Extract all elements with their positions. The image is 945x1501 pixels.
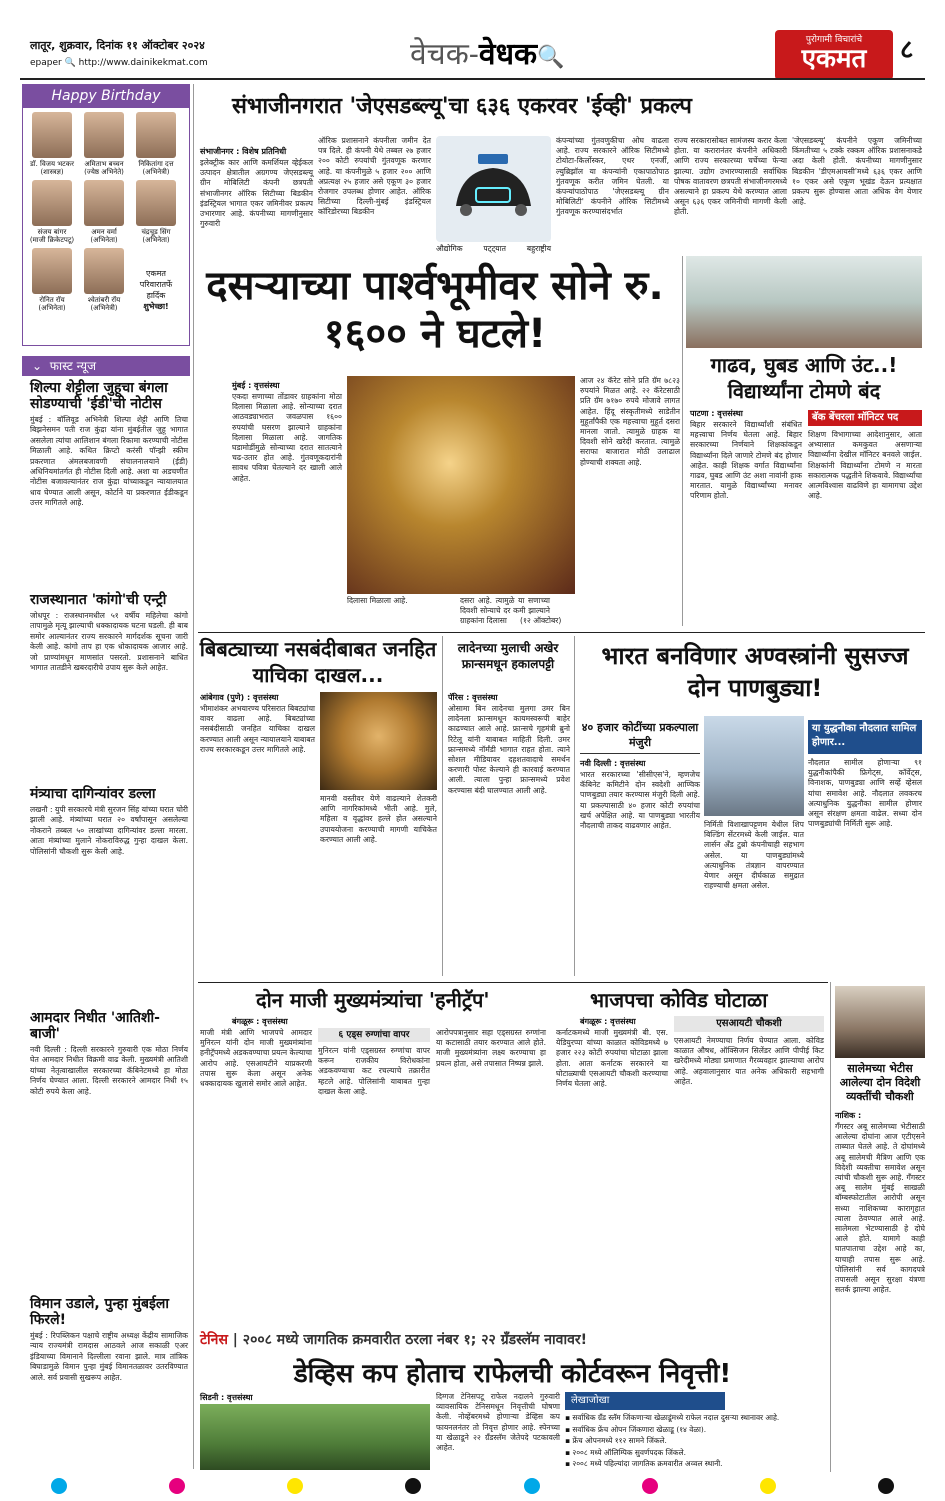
nadal-photo xyxy=(200,1404,430,1470)
tennis-tag: टेनिस xyxy=(200,1332,228,1348)
navy-side-title: या युद्धनौका नौदलात सामिल होणार... xyxy=(808,720,922,754)
column-divider xyxy=(574,636,575,976)
image-label: पट्ट्यात xyxy=(483,244,506,253)
person-name: चंद्रचूड सिंग xyxy=(141,228,171,236)
fact-item: ▪ २००८ मध्ये पहिल्यांदा जागतिक क्रमवारीत अव्वल स्थानी. xyxy=(565,1459,723,1468)
column-divider xyxy=(830,982,831,1472)
person-name: रोनित रॉय xyxy=(39,296,65,304)
person-name: श्वेतांबरी रॉय xyxy=(87,296,121,304)
news-headline: शिल्पा शेट्टीला जुहूचा बंगला सोडण्याची 'ईडी'ची नोटीस xyxy=(30,380,168,412)
fast-news-item xyxy=(30,1296,188,1493)
covid-sub-bar: एसआयटी चौकशी xyxy=(674,1016,824,1032)
birthday-person xyxy=(78,112,130,176)
news-body: जोधपूर : राजस्थानमधील ५१ वर्षीय महिलेचा कांगो तापामुळे मृत्यू झाल्याची धक्कादायक घटना घडली. ही बाब समोर आल्यानंतर राज्य सरकारने मार्गदर्शक सूचना जारी केली आहे. कांगो ताप हा एक धोकादायक आजार आहे. जो प्राण्यांमधून माणसांत पसरतो. प्रशासनाने बाधित भागात तातडीने खबरदारीचे उपाय सुरू केले आहेत. xyxy=(30,611,188,673)
birthday-person xyxy=(26,248,78,312)
fast-news-bar xyxy=(22,356,190,376)
tennis-strap-text: २००८ मध्ये जागतिक क्रमवारीत ठरला नंबर १; २२ ग्रँडस्लॅम नावावर! xyxy=(242,1332,587,1348)
person-name: निकितांगा दत्त xyxy=(138,160,174,168)
honeytrap-col-1: माजी मंत्री आणि भाजपचे आमदार मुनिरत्न यांनी दोन माजी मुख्यमंत्र्यांना हनीट्रॅपमध्ये अडकवण्याचा प्रयत्न केल्याचा आरोप आहे. एसआयटीने याप्रकरणी तपास सुरू केला असून अनेक धक्कादायक खुलासे समोर आले आहेत. xyxy=(200,1028,312,1089)
byline: पाटणा : वृत्तसंस्था xyxy=(690,409,743,418)
honeytrap-sub-bar: ६ एड्स रुग्णांचा वापर xyxy=(318,1028,430,1042)
section-title-b: वेधक xyxy=(478,37,538,72)
navy-side-body: नौदलात सामील होणाऱ्या ९१ युद्धनौकांपैकी फ्रिगेट्स, कॉर्वेट्स, विनाशक, पाणबुड्या आणि सर्व्हे व्हेसल यांचा समावेश आहे. नौदलात लवकरच अत्याधुनिक युद्धनौका सामील होणार असून संरक्षण क्षमता वाढेल. सध्या दोन पाणबुड्यांची निर्मिती सुरू आहे. xyxy=(808,758,922,829)
fast-news-item xyxy=(30,1010,188,1290)
portrait xyxy=(84,248,124,294)
byline: संभाजीनगर : विशेष प्रतिनिधी xyxy=(200,147,287,156)
portrait xyxy=(84,112,124,158)
submarine-col-2: निर्मिती विशाखापट्टणम येथील शिप बिल्डिंग सेंटरमध्ये केली जाईल. यात लार्सन अँड टुब्रो कंपनीचाही सहभाग असेल. या पाणबुड्यांमध्ये अत्याधुनिक तंत्रज्ञान वापरण्यात येणार असून दीर्घकाळ समुद्रात राहण्याची क्षमता असेल. xyxy=(704,820,804,891)
portrait xyxy=(32,248,72,294)
gold-caption-mid: दसरा आहे. त्यामुळे या सणाच्या दिवशी सोन्याचे दर कमी झाल्याने ग्राहकांना दिलासा xyxy=(460,596,550,626)
portrait xyxy=(136,112,176,158)
leopard-col-2: मानवी वस्तीवर येणे वाढल्याने शेतकरी आणि नागरिकांमध्ये भीती आहे. मुले, महिला व वृद्धांवर हल्ले होत असल्याने उपाययोजना करण्याची मागणी याचिकेत करण्यात आली आहे. xyxy=(320,794,437,844)
birthday-person xyxy=(26,112,78,176)
gold-caption-date: (१२ ऑक्टोबर) xyxy=(520,616,562,625)
jsw-col-1: इलेक्ट्रीक कार आणि कमर्शियल व्हेईकल उत्पादन क्षेत्रातील अग्रगण्य जेएसडब्ल्यू ग्रीन मोबिलिटी कंपनी छत्रपती संभाजीनगर ऑरिक सिटीच्या बिडकीन इंडस्ट्रियल भागात एकर जमिनीवर प्रकल्प उभारणार आहे. कंपनीच्या मागणीनुसार गुरुवारी xyxy=(200,158,313,229)
fact-text: २००८ मध्ये ऑलिम्पिक सुवर्णपदक जिंकले. xyxy=(572,1447,686,1457)
news-headline: राजस्थानात 'कांगो'ची एन्ट्री xyxy=(30,592,167,608)
salem-body: गँगस्टर अबू सालेमच्या भेटीसाठी आलेल्या दोघांना आज एटीएसने ताब्यात घेतले आहे. ते दोघांमध्ये अबू सालेमची मैत्रिण आणि एक विदेशी व्यक्तीचा समावेश असून त्यांची चौकशी सुरू आहे. गँगस्टर अबू सालेम मुंबई साखळी बॉम्बस्फोटातील आरोपी असून सध्या नाशिकच्या कारागृहात त्याला ठेवण्यात आले आहे. सालेमला भेटण्यासाठी हे दोघे आले होते. यामागे काही घातपाताचा उद्देश आहे का, याचाही तपास सुरू आहे. पोलिसांनी सर्व कागदपत्रे तपासली असून सुरक्षा यंत्रणा सतर्क झाल्या आहेत. xyxy=(835,1122,925,1295)
birthday-person xyxy=(78,248,130,312)
news-headline: विमान उडाले, पुन्हा मुंबईला फिरले! xyxy=(30,1296,169,1328)
black-dot xyxy=(405,1478,421,1494)
jsw-col-2: ऑरिक प्रशासनाने कंपनीला जमीन देत पत्र दिले. ही कंपनी येथे तब्बल २७ हजार २०० कोटी रुपयांची गुंतवणूक करणार आहे. या कंपनीमुळे ५ हजार २०० आणि अप्रत्यक्ष २५ हजार असे एकूण ३० हजार रोजगार उपलब्ध होणार आहेत. ऑरिक सिटीच्या दिल्ली-मुंबई इंडस्ट्रियल कॉरिडोरच्या बिडकीन xyxy=(318,136,431,217)
section-title xyxy=(410,32,565,73)
birthday-person xyxy=(78,180,130,244)
honeytrap-col-3: आरोपपत्रानुसार सहा एड्सग्रस्त रुग्णांना या कटासाठी तयार करण्यात आले होते. माजी मुख्यमंत्र्यांना लक्ष्य करण्याचा हा प्रयत्न होता, असे तपासात निष्पन्न झाले. xyxy=(436,1028,546,1068)
gold-caption-left: दिलासा मिळाला आहे. xyxy=(347,596,408,605)
brand-name: एकमत xyxy=(801,44,867,74)
section-rule xyxy=(198,982,828,983)
classroom-photo xyxy=(686,256,922,348)
news-headline: आमदार निधीत 'आतिशी-बाजी' xyxy=(30,1010,160,1042)
cyan-dot xyxy=(524,1478,540,1494)
school-col-2: शिक्षण विभागाच्या आदेशानुसार, आता अभ्यासात कमकुवत असणाऱ्या विद्यार्थ्यांना देखील मॉनिटर बनवले जाईल. शिक्षकांनी विद्यार्थ्यांना टोमणे न मारता सकारात्मक पद्धतीने शिकवावे. विद्यार्थ्यांचा आत्मविश्वास वाढविणे हा यामागचा उद्देश आहे. xyxy=(808,430,922,501)
date-line: लातूर, शुक्रवार, दिनांक ११ ऑक्टोबर २०२४ xyxy=(30,39,205,52)
news-body: लखनौ : युपी सरकारचे मंत्री सुरजन सिंह यांच्या घरात चोरी झाली आहे. मंत्र्यांच्या घरात २० वर्षांपासून असलेल्या नोकराने तब्बल ५० लाखांच्या दागिन्यांवर डल्ला मारला. आता मंत्र्यांच्या मुलाने नोकराविरुद्ध गुन्हा दाखल केला. पोलिसांनी चौकशी सुरू केली आहे. xyxy=(30,805,188,856)
image-label: बहुराष्ट्रीय xyxy=(526,244,551,253)
byline: नवी दिल्ली : वृत्तसंस्था xyxy=(580,759,646,768)
fast-news-item xyxy=(30,380,188,563)
person-name: अमिताभ बच्चन xyxy=(84,160,124,168)
person-name: अमन वर्मा xyxy=(91,228,117,236)
covid-col-2: एसआयटी नेमण्याचा निर्णय घेण्यात आला. कोविड काळात औषध, ऑक्सिजन सिलेंडर आणि पीपीई किट खरेदीमध्ये मोठ्या प्रमाणात गैरव्यवहार झाल्याचा आरोप आहे. अहवालानुसार यात अनेक अधिकारी सहभागी आहेत. xyxy=(674,1036,824,1086)
brand-logo xyxy=(775,30,893,80)
byline: आंबेगाव (पुणे) : वृत्तसंस्था xyxy=(200,693,279,702)
laden-headline: लादेनच्या मुलाची अखेर फ्रान्समधून हकालपट्टी xyxy=(457,641,559,671)
black-dot xyxy=(878,1478,894,1494)
honeytrap-headline: दोन माजी मुख्यमंत्र्यांचा 'हनीट्रॅप' xyxy=(256,988,490,1012)
yellow-dot xyxy=(287,1478,303,1494)
tennis-col-1: दिग्गज टेनिसपटू राफेल नदालने गुरुवारी व्यावसायिक टेनिसमधून निवृत्तीची घोषणा केली. नोव्हेंबरमध्ये होणाऱ्या डेव्हिस कप फायनलनंतर तो निवृत्त होणार आहे. स्पेनच्या या खेळाडूने २२ ग्रँडस्लॅम जेतेपदे पटकावली आहेत. xyxy=(436,1392,560,1453)
section-title-a: वेचक- xyxy=(410,37,479,72)
tennis-strap: टेनिस | २००८ मध्ये जागतिक क्रमवारीत ठरला नंबर १; २२ ग्रँडस्लॅम नावावर! xyxy=(200,1332,587,1348)
leopard-photo xyxy=(320,692,437,790)
fact-item: ▪ सर्वाधिक फ्रेंच ओपन जिंकणारा खेळाडू (१४ वेळा). xyxy=(565,1424,707,1434)
news-body: मुंबई : बॉलिवूड अभिनेत्री शिल्पा शेट्टी आणि तिचा बिझनेसमन पती राज कुंद्रा यांना मुंबईतील जुहू भागात असलेला त्यांचा आलिशान बंगला रिकामा करण्याची नोटीस मिळाली आहे. कथित क्रिप्टो करंसी पॉन्झी स्कीम प्रकरणात अंमलबजावणी संचालनालयाने (ईडी) अधिनियमांतर्गत ही नोटीस दिली आहे. अशा या अडचणीत नोटीस बजावल्यानंतर राज कुंद्रा यांच्याकडून न्यायालयात धाव घेण्यात आली असून, कोर्टाने या प्रकरणात ईडीकडून उत्तर मागितले आहे. xyxy=(30,415,188,508)
ev-image-labels xyxy=(436,244,551,254)
epaper-url[interactable]: epaper 🔍 http://www.dainikekmat.com xyxy=(30,58,208,68)
fact-item: ▪ २००८ मध्ये ऑलिम्पिक सुवर्णपदक जिंकले. xyxy=(565,1447,686,1457)
portrait xyxy=(136,180,176,226)
byline: पॅरिस : वृत्तसंस्था xyxy=(448,693,498,702)
byline: मुंबई : वृत्तसंस्था xyxy=(232,381,280,390)
covid-headline: भाजपचा कोविड घोटाळा xyxy=(590,988,768,1012)
birthday-greeting xyxy=(130,248,182,312)
column-divider xyxy=(442,636,443,976)
byline: बंगळूरू : वृत्तसंस्था xyxy=(580,1017,636,1026)
person-role: (अभिनेता) xyxy=(142,236,170,244)
fast-news-item xyxy=(30,786,188,1005)
monitor-sidebar-title: बॅक बेंचरला मॉनिटर पद xyxy=(808,410,922,426)
brand-tag: पुरोगामी विचारांचे xyxy=(805,35,863,45)
leopard-col-1: भीमाशंकर अभयारण्य परिसरात बिबट्यांचा वावर वाढला आहे. बिबट्यांच्या नसबंदीसाठी जनहित याचिका दाखल करण्यात आली असून न्यायालयाने याबाबत राज्य सरकारकडून उत्तर मागितले आहे. xyxy=(200,704,315,754)
section-rule xyxy=(198,632,925,633)
yellow-dot xyxy=(760,1478,776,1494)
byline: बंगळूरू : वृत्तसंस्था xyxy=(232,1017,288,1026)
person-role: (अभिनेत्री) xyxy=(142,168,170,176)
person-name: संजय बांगर xyxy=(37,228,67,236)
covid-col-1: कर्नाटकमध्ये माजी मुख्यमंत्री बी. एस. येडियुरप्पा यांच्या काळात कोविडमध्ये ७ हजार २२३ कोटी रुपयांचा घोटाळा झाला होता. आता कर्नाटक सरकारने या घोटाळ्याची एसआयटी चौकशी करण्याचा निर्णय घेतला आहे. xyxy=(556,1028,668,1089)
birthday-grid xyxy=(26,112,186,312)
ev-car-icon xyxy=(436,136,551,236)
submarine-headline: भारत बनविणार अण्वस्त्रांनी सुसज्ज दोन पाणबुड्या! xyxy=(601,642,909,702)
column-divider xyxy=(682,256,683,626)
person-name: डॉ. विजय भटकर xyxy=(30,160,74,168)
portrait xyxy=(84,180,124,226)
fact-text: सर्वाधिक फ्रेंच ओपन जिंकणारा खेळाडू (१४ वेळा). xyxy=(572,1424,707,1434)
honeytrap-col-2: मुनिरत्न यांनी एड्सग्रस्त रुग्णांचा वापर करून राजकीय विरोधकांना अडकवण्याचा कट रचल्याचे तक्रारीत म्हटले आहे. पोलिसांनी याबाबत गुन्हा दाखल केला आहे. xyxy=(318,1046,430,1096)
birthday-person xyxy=(26,180,78,244)
facts-list xyxy=(565,1412,825,1472)
print-registration-marks xyxy=(0,1476,945,1496)
person-role: (अभिनेत्री) xyxy=(90,304,118,312)
jewellery-photo xyxy=(347,376,575,594)
gold-col-2: आज २४ कॅरेट सोने प्रति ग्रॅम ७८२३ रुपयांने मिळत आहे. २२ कॅरेटसाठी प्रति ग्रॅम ७१७० रुपये मोजावे लागत आहेत. हिंदू संस्कृतीमध्ये साडेतीन मुहूर्तांपैकी एक महत्त्वाचा मुहूर्त दसरा मानला जातो. त्यामुळे ग्राहक या दिवशी सोने खरेदी करतात. त्यामुळे सराफा बाजारात मोठी उलाढाल होण्याची शक्यता आहे. xyxy=(580,376,680,467)
warship-photo xyxy=(704,716,804,816)
ev-car-illustration xyxy=(436,136,551,242)
magenta-dot xyxy=(169,1478,185,1494)
fact-item: ▪ सर्वाधिक ग्रँड स्लॅम जिंकणाऱ्या खेळाडूंमध्ये राफेल नदाल दुसऱ्या स्थानावर आहे. xyxy=(565,1413,780,1422)
salem-photo xyxy=(835,986,925,1058)
leopard-headline: बिबट्याच्या नसबंदीबाबत जनहित याचिका दाखल... xyxy=(199,637,437,687)
greeting-line-2: शुभेच्छा! xyxy=(143,302,169,311)
news-body: मुंबई : रिपब्लिकन पक्षाचे राष्ट्रीय अध्यक्ष केंद्रीय सामाजिक न्याय राज्यमंत्री रामदास आठवले आज सकाळी एअर इंडियाच्या विमानाने दिल्लीला रवाना झाले. मात्र तांत्रिक बिघाडामुळे विमान पुन्हा मुंबई विमानतळावर उतरविण्यात आले. सर्व प्रवासी सुखरूप आहेत. xyxy=(30,1331,188,1382)
news-body: नवी दिल्ली : दिल्ली सरकारने गुरुवारी एक मोठा निर्णय घेत आमदार निधीत विक्रमी वाढ केली. मुख्यमंत्री आतिशी यांच्या नेतृत्वाखालील सरकारच्या कॅबिनेटमध्ये हा मोठा निर्णय घेण्यात आला. दिल्ली सरकारने आमदार निधी १५ कोटी रुपये केला आहे. xyxy=(30,1045,188,1096)
image-label: औद्योगिक xyxy=(436,244,463,253)
person-role: (अभिनेता) xyxy=(90,236,118,244)
fact-item: ▪ फ्रेंच ओपनमध्ये ११२ सामने जिंकले. xyxy=(565,1436,667,1445)
magenta-dot xyxy=(642,1478,658,1494)
magnifier-icon: 🔍 xyxy=(537,45,565,70)
birthday-person xyxy=(130,112,182,176)
person-role: (शास्त्रज्ञ) xyxy=(40,168,64,176)
column-divider xyxy=(193,84,194,1469)
cyan-dot xyxy=(51,1478,67,1494)
school-col-1: बिहार सरकारने विद्यार्थ्यांशी संबंधित महत्त्वाचा निर्णय घेतला आहे. बिहार सरकारच्या निर्णयाने शिक्षकांकडून विद्यार्थ्यांना दिले जाणारे टोमणे बंद होणार आहेत. काही शिक्षक वर्गात विद्यार्थ्यांना गाढव, घुबड आणि उंट अशा नावांनी हाक मारतात. यामुळे विद्यार्थ्यांच्या मनावर परिणाम होतो. xyxy=(690,420,802,501)
fast-news-label: फास्ट न्यूज xyxy=(49,359,96,373)
fast-news-item xyxy=(30,592,188,777)
fact-text: सर्वाधिक ग्रँड स्लॅम जिंकणाऱ्या खेळाडूंमध्ये राफेल नदाल दुसऱ्या स्थानावर आहे. xyxy=(572,1413,780,1422)
tennis-headline: डेव्हिस कप होताच राफेलची कोर्टवरून निवृत्ती! xyxy=(293,1359,732,1389)
person-role: (अभिनेता) xyxy=(38,304,66,312)
submarine-box-title: ४० हजार कोटींच्या प्रकल्पाला मंजुरी xyxy=(580,720,700,754)
greeting-line-1: एकमत परिवारातर्फे हार्दिक xyxy=(139,269,173,300)
jsw-headline: संभाजीनगरात 'जेएसडब्ल्यू'चा ६३६ एकरवर 'ईव्ही' प्रकल्प xyxy=(232,94,692,119)
lekhajokha-title: लेखाजोखा xyxy=(565,1392,725,1410)
portrait xyxy=(32,180,72,226)
chevron-down-icon: ⌄ xyxy=(32,359,43,373)
header-rule xyxy=(20,78,925,80)
byline: सिडनी : वृत्तसंस्था xyxy=(200,1393,253,1402)
birthday-person xyxy=(130,180,182,244)
laden-body: ओसामा बिन लादेनचा मुलगा उमर बिन लादेनला फ्रान्समधून कायमस्वरूपी बाहेर काढण्यात आले आहे. फ्रान्सचे गृहमंत्री ब्रुनो रिटेलू यांनी याबाबत माहिती दिली. उमर फ्रान्समध्ये नॉर्मंडी भागात राहत होता. त्याने सोशल मीडियावर दहशतवादाचे समर्थन करणारी पोस्ट केल्याने ही कारवाई करण्यात आली. त्याला पुन्हा फ्रान्समध्ये प्रवेश करण्यास बंदी घालण्यात आली आहे. xyxy=(448,704,570,795)
person-role: (माजी क्रिकेटपटू) xyxy=(29,236,75,244)
gold-col-1: एकदा सणाच्या तोंडावर ग्राहकांना मोठा दिलासा मिळाला आहे. सोन्याच्या दरात आठवड्याभरात जवळपास १६०० रुपयांची घसरण झाल्याने ग्राहकांना दिलासा मिळाला आहे. जागतिक घडामोडींमुळे सोन्याच्या दरात सातत्याने चढ-उतार होत आहे. गुंतवणूकदारांनी सावध पवित्रा घेतल्याने दर खाली आले आहेत. xyxy=(232,392,342,483)
gold-headline: दसऱ्याच्या पार्श्वभूमीवर सोने रु. १६०० ने घटले! xyxy=(206,263,664,357)
salem-caption: सालेमच्या भेटीस आलेल्या दोन विदेशी व्यक्तींची चौकशी xyxy=(839,1062,921,1103)
jsw-col-5: 'जेएसडब्ल्यू' कंपनीने एकूण जमिनीच्या किंमतीच्या ५ टक्के रक्कम ऑरिक प्रशासनाकडे अदा केली होती. कंपनीच्या मागणीनुसार बिडकीन 'डीएमआयसी'मध्ये ६३६ एकर आणि १० एकर असे एकूण भूखंड देऊन प्रत्यक्षात प्रकल्प सुरू होण्यास आता अधिक वेग येणार आहे. xyxy=(792,136,922,207)
portrait xyxy=(32,112,72,158)
page-number: ८ xyxy=(900,35,914,65)
byline: नाशिक : xyxy=(835,1111,862,1120)
school-headline: गाढव, घुबड आणि उंट..! विद्यार्थ्यांना टोमणे बंद xyxy=(710,353,898,403)
news-headline: मंत्र्याचा दागिन्यांवर डल्ला xyxy=(30,786,156,802)
fact-text: २००८ मध्ये पहिल्यांदा जागतिक क्रमवारीत अव्वल स्थानी. xyxy=(572,1459,723,1468)
fact-text: फ्रेंच ओपनमध्ये ११२ सामने जिंकले. xyxy=(572,1436,667,1445)
submarine-col-1: भारत सरकारच्या 'सीसीएस'ने, म्हणजेच कॅबिनेट कमिटीने दोन स्वदेशी आण्विक पाणबुड्या तयार करण्यास मंजुरी दिली आहे. या प्रकल्पासाठी ४० हजार कोटी रुपयांचा खर्च अपेक्षित आहे. या पाणबुड्या भारतीय नौदलाची ताकद वाढवणार आहेत. xyxy=(580,770,700,831)
jsw-col-4: राज्य सरकारासोबत सामंजस्य करार केला होता. या करारानंतर कंपनीने अधिकारी आणि राज्य सरकारच्या चर्चेच्या फेऱ्या झाल्या. उद्योग उभारण्यासाठी सर्वाधिक पोषक वातावरण छत्रपती संभाजीनगरमध्ये असल्याने हा प्रकल्प येथे करण्यात आला असून ६३६ एकर जमिनीची मागणी केली होती. xyxy=(674,136,787,217)
person-role: (ज्येष्ठ अभिनेते) xyxy=(84,168,124,176)
birthday-title: Happy Birthday xyxy=(22,84,190,108)
jsw-col-3: कंपन्यांच्या गुंतवणुकीचा ओघ वाढला आहे. राज्य सरकारने ऑरिक सिटीमध्ये टोयोटा-किर्लोस्कर, एथर एनर्जी, ल्युब्रिझॉल या कंपन्यांनी एकापाठोपाठ गुंतवणूक करीत जमिन घेतली. या कंपन्यांपाठोपाठ 'जेएसडब्ल्यू ग्रीन मोबिलिटी' कंपनीने ऑरिक सिटीमध्ये गुंतवणूक करण्यासंदर्भात xyxy=(556,136,669,217)
